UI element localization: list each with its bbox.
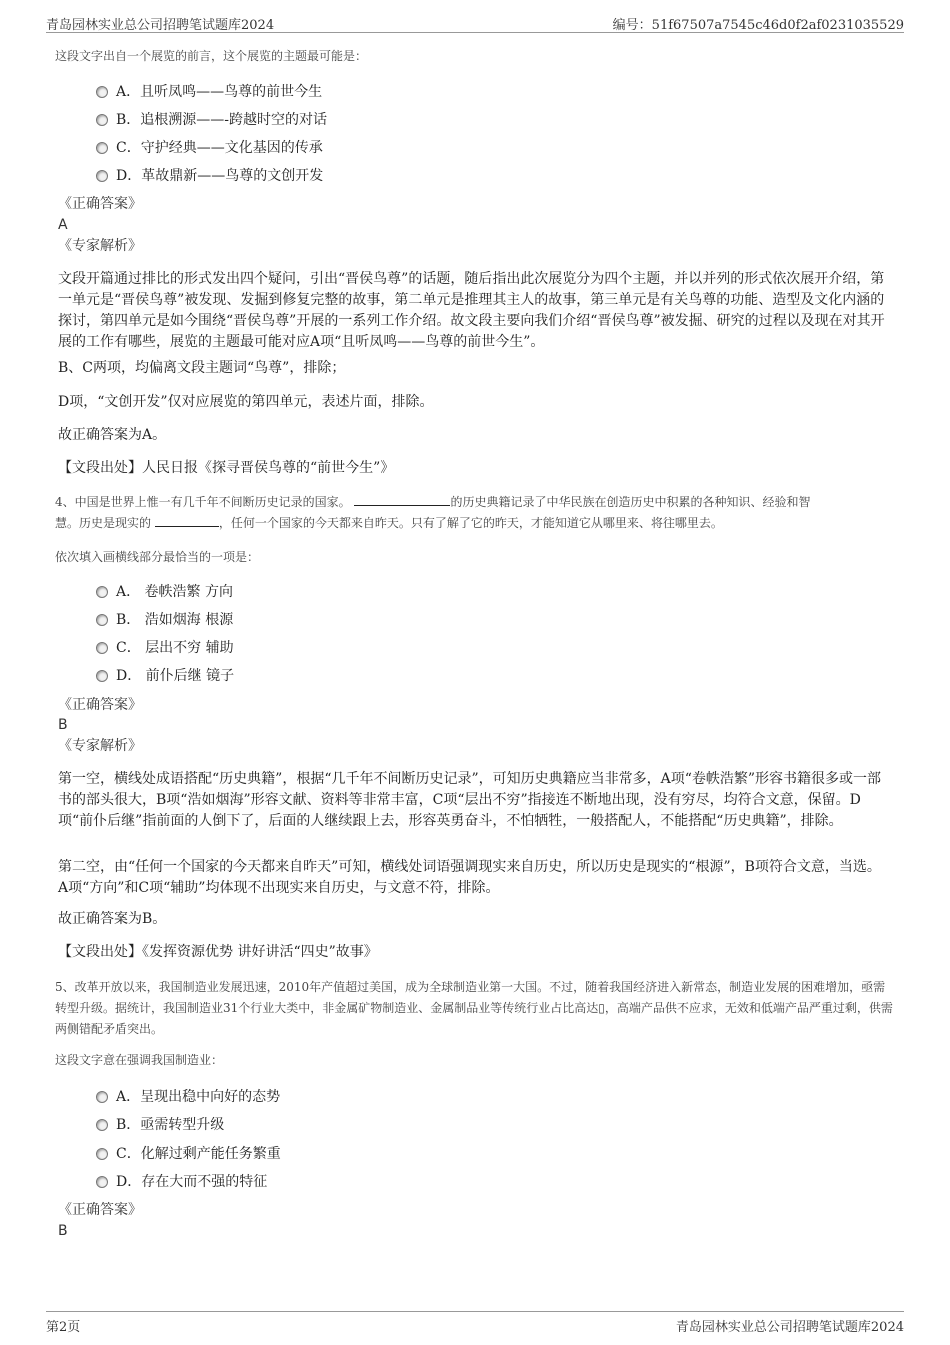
radio-icon[interactable] xyxy=(96,1148,108,1160)
document-id: 编号：51f67507a7545c46d0f2af0231035529 xyxy=(612,18,904,33)
q5-option-a[interactable]: A．呈现出稳中向好的态势 xyxy=(96,1087,280,1107)
q3-option-a[interactable]: A．且听凤鸣——鸟尊的前世今生 xyxy=(96,82,322,102)
q3-stem: 这段文字出自一个展览的前言，这个展览的主题最可能是： xyxy=(55,49,368,63)
q3-analysis-para: 文段开篇通过排比的形式发出四个疑问，引出“晋侯鸟尊”的话题，随后指出此次展览分为四个主题，并以并列的形式依次展开介绍，第一单元是“晋侯鸟尊”被发现、发掘到修复完整的故事，第二单元是推理其主人的故事，第三单元是有关鸟尊的功能、造型及文化内涵的探讨，第四单元是如今围绕“晋侯鸟尊”开展的一系列工作介绍。故文段主要向我们介绍“晋侯鸟尊”被发掘、研究的过程以及现在对其开展的工作有哪些，展览的主题最可能对应A项“且听凤鸣——鸟尊的前世今生”。 xyxy=(58,271,885,350)
radio-icon[interactable] xyxy=(96,670,108,682)
q5-option-c[interactable]: C．化解过剩产能任务繁重 xyxy=(96,1144,281,1164)
q4-option-a[interactable]: A． 卷帙浩繁 方向 xyxy=(96,582,233,602)
q5-stem: 5、改革开放以来，我国制造业发展迅速，2010年产值超过美国，成为全球制造业第一大国。不过，随着我国经济进入新常态，制造业发展的困难增加，亟需转型升级。据统计，我国制造业31个行业大类中，非金属矿物制造业、金属制品业等传统行业占比高达▯，高端产品供不应求，无效和低端产品严重过剩，供需两侧错配矛盾突出。 xyxy=(55,980,893,1036)
page-footer xyxy=(46,1311,904,1336)
q3-analysis-label: 《专家解析》 xyxy=(58,238,142,254)
header-title: 青岛园林实业总公司招聘笔试题库2024 xyxy=(46,18,275,33)
q4-answer-label: 《正确答案》 xyxy=(58,697,142,713)
q5-option-d[interactable]: D．存在大而不强的特征 xyxy=(96,1172,267,1192)
radio-icon[interactable] xyxy=(96,614,108,626)
q4-stem: 4、中国是世界上惟一有几千年不间断历史记录的国家。 的历史典籍记录了中华民族在创造历史中积累的各种知识、经验和智 慧。历史是现实的 ，任何一个国家的今天都来自昨天。只有了解了它的昨天，才能知道它从哪里来、将往哪里去。 xyxy=(55,495,811,530)
fill-blank xyxy=(155,514,219,527)
q3-answer: A xyxy=(58,217,68,233)
q4-option-b[interactable]: B． 浩如烟海 根源 xyxy=(96,610,233,630)
q5-answer: B xyxy=(58,1223,68,1239)
q4-question: 依次填入画横线部分最恰当的一项是： xyxy=(55,550,260,564)
q3-analysis-para: B、C两项，均偏离文段主题词“鸟尊”，排除； xyxy=(58,360,346,376)
q3-source: 【文段出处】人民日报《探寻晋侯鸟尊的“前世今生”》 xyxy=(58,460,395,476)
q3-option-c[interactable]: C．守护经典——文化基因的传承 xyxy=(96,138,323,158)
radio-icon[interactable] xyxy=(96,142,108,154)
q4-analysis-para: 第二空，由“任何一个国家的今天都来自昨天”可知，横线处词语强调现实来自历史，所以历史是现实的“根源”，B项符合文意，当选。A项“方向”和C项“辅助”均体现不出现实来自历史，与文意不符，排除。 xyxy=(58,859,881,896)
radio-icon[interactable] xyxy=(96,586,108,598)
q3-answer-label: 《正确答案》 xyxy=(58,196,142,212)
q4-analysis-label: 《专家解析》 xyxy=(58,738,142,754)
radio-icon[interactable] xyxy=(96,170,108,182)
q3-conclusion: 故正确答案为A。 xyxy=(58,427,167,443)
page-number: 第2页 xyxy=(46,1320,81,1335)
fill-blank xyxy=(354,493,450,506)
q4-conclusion: 故正确答案为B。 xyxy=(58,911,167,927)
radio-icon[interactable] xyxy=(96,1119,108,1131)
radio-icon[interactable] xyxy=(96,86,108,98)
q5-question: 这段文字意在强调我国制造业： xyxy=(55,1053,224,1067)
q4-analysis-para: 第一空，横线处成语搭配“历史典籍”，根据“几千年不间断历史记录”，可知历史典籍应当非常多，A项“卷帙浩繁”形容书籍很多或一部书的部头很大，B项“浩如烟海”形容文献、资料等非常丰富，C项“层出不穷”指接连不断地出现，没有穷尽，均符合文意，保留。D项“前仆后继”指前面的人倒下了，后面的人继续跟上去，形容英勇奋斗，不怕牺牲，一般搭配人，不能搭配“历史典籍”，排除。 xyxy=(58,771,882,829)
footer-title: 青岛园林实业总公司招聘笔试题库2024 xyxy=(675,1320,904,1335)
q5-option-b[interactable]: B．亟需转型升级 xyxy=(96,1115,224,1135)
radio-icon[interactable] xyxy=(96,642,108,654)
q5-answer-label: 《正确答案》 xyxy=(58,1202,142,1218)
q4-option-c[interactable]: C． 层出不穷 辅助 xyxy=(96,638,234,658)
q4-answer: B xyxy=(58,717,68,733)
q3-analysis-para: D项，“文创开发”仅对应展览的第四单元，表述片面，排除。 xyxy=(58,394,434,410)
q3-option-b[interactable]: B．追根溯源——-跨越时空的对话 xyxy=(96,110,327,130)
q4-source: 【文段出处】《发挥资源优势 讲好讲活“四史”故事》 xyxy=(58,944,378,960)
radio-icon[interactable] xyxy=(96,1091,108,1103)
q3-option-d[interactable]: D．革故鼎新——鸟尊的文创开发 xyxy=(96,166,323,186)
q4-option-d[interactable]: D． 前仆后继 镜子 xyxy=(96,666,234,686)
page-header xyxy=(46,10,904,33)
radio-icon[interactable] xyxy=(96,114,108,126)
radio-icon[interactable] xyxy=(96,1176,108,1188)
